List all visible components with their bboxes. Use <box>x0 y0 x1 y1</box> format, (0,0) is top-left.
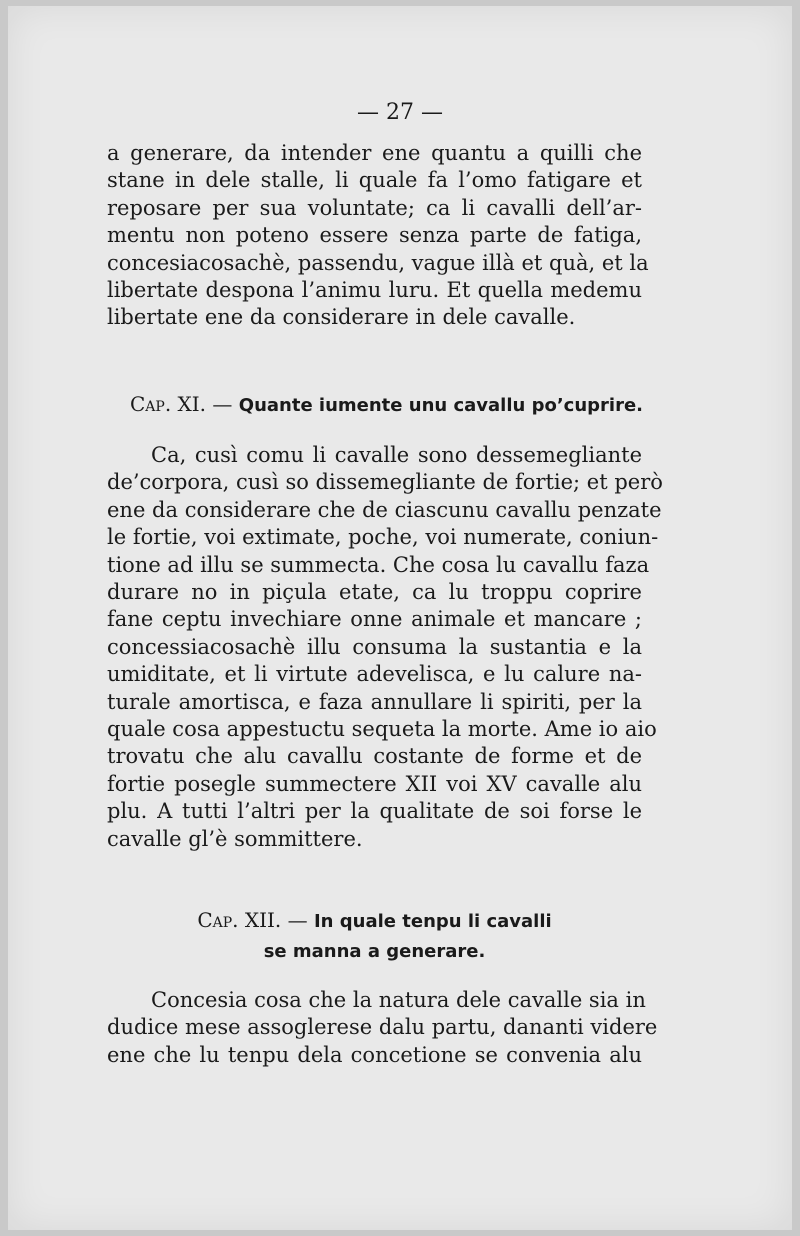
text-line: de’corpora, cusì so dissemegliante de fortie; et però <box>107 470 663 495</box>
chapter-label: Cap. XI. — <box>130 392 233 416</box>
chapter-heading-line-2 <box>107 936 642 966</box>
chapter-heading-line-1 <box>107 906 642 936</box>
chapter-label: Cap. XII. — <box>197 908 308 932</box>
chapter-11-heading <box>130 392 665 416</box>
text-line: Ca, cusì comu li cavalle sono dessemegliante <box>151 443 642 467</box>
text-line: tione ad illu se summecta. Che cosa lu cavallu faza <box>107 552 650 577</box>
paragraph-2 <box>107 442 663 853</box>
text-line: ene da considerare che de ciascunu cavallu penzate <box>107 497 662 522</box>
text-line: quale cosa appestuctu sequeta la morte. Ame io aio <box>107 717 657 742</box>
text-line: Concesia cosa che la natura dele cavalle sia in <box>151 988 646 1012</box>
paragraph-3 <box>107 987 658 1069</box>
text-line: concessiacosachè illu consuma la sustantia e la <box>107 634 642 659</box>
text-line: durare no in piçula etate, ca lu troppu coprire <box>107 580 642 605</box>
text-line: le fortie, voi extimate, poche, voi numerate, coniun- <box>107 525 659 550</box>
chapter-12-heading <box>107 906 642 966</box>
text-line: plu. A tutti l’altri per la qualitate de soi forse le <box>107 799 642 824</box>
text-line: umiditate, et li virtute adevelisca, e lu calure na- <box>107 662 642 687</box>
chapter-title: In quale tenpu li cavalli <box>313 911 552 932</box>
text-line: reposare per sua voluntate; ca li cavalli dell’ar- <box>107 195 642 220</box>
text-line: trovatu che alu cavallu costante de forme et de <box>107 744 642 769</box>
text-line: cavalle gl’è sommittere. <box>107 826 363 851</box>
text-line: turale amortisca, e faza annullare li spiriti, per la <box>107 689 642 714</box>
page-number: — 27 — <box>357 100 443 125</box>
text-line: ene che lu tenpu dela concetione se convenia alu <box>107 1042 642 1067</box>
text-line: fortie posegle summectere XII voi XV cavalle alu <box>107 771 642 796</box>
text-line: a generare, da intender ene quantu a quilli che <box>107 141 642 165</box>
text-line: concesiacosachè, passendu, vague illà et quà, et la <box>107 250 649 275</box>
text-line: fane ceptu invechiare onne animale et mancare ; <box>107 607 642 632</box>
text-line: dudice mese assoglerese dalu partu, dananti videre <box>107 1015 658 1040</box>
chapter-title: Quante iumente unu cavallu po’cuprire. <box>238 395 644 416</box>
text-line: libertate ene da considerare in dele cavalle. <box>107 305 576 330</box>
text-line: stane in dele stalle, li quale fa l’omo fatigare et <box>107 168 642 193</box>
chapter-title: se manna a generare. <box>263 941 486 962</box>
text-line: libertate despona l’animu luru. Et quella medemu <box>107 278 642 303</box>
text-line: mentu non poteno essere senza parte de fatiga, <box>107 223 642 248</box>
paragraph-1 <box>107 140 649 332</box>
